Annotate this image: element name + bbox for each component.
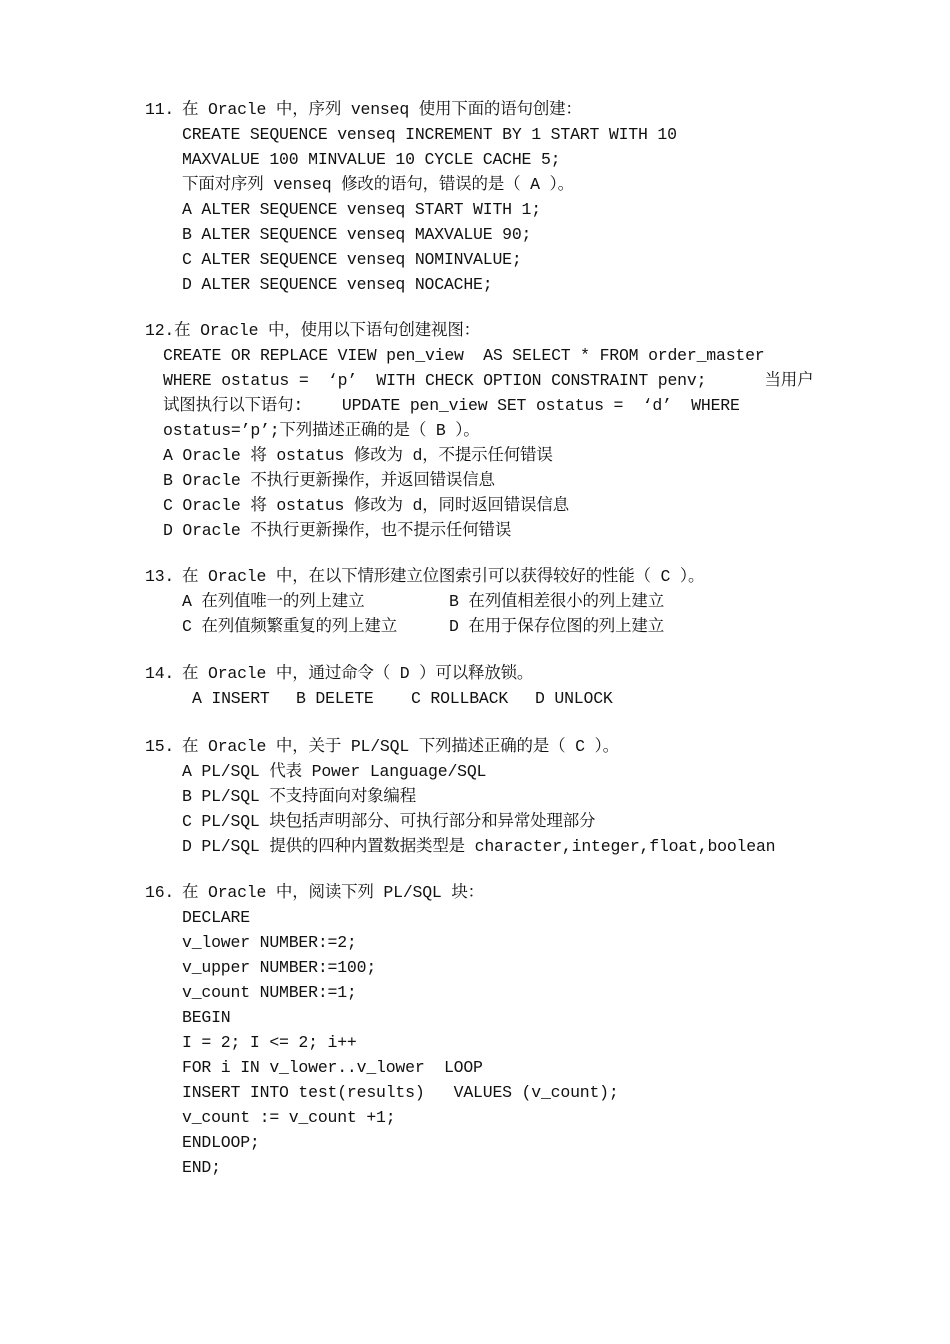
question-number: 16.: [145, 883, 175, 902]
option-a: A Oracle 将 ostatus 修改为 d，不提示任何错误: [163, 446, 553, 465]
question-stem: 在 Oracle 中，序列 venseq 使用下面的语句创建：: [182, 100, 582, 119]
option-d: D PL/SQL 提供的四种内置数据类型是 character,integer,float,boolean: [182, 837, 776, 856]
option-c: C Oracle 将 ostatus 修改为 d，同时返回错误信息: [163, 496, 569, 515]
option-d: D Oracle 不执行更新操作，也不提示任何错误: [163, 521, 512, 540]
option-a: A PL/SQL 代表 Power Language/SQL: [182, 762, 487, 781]
question-number: 14.: [145, 664, 175, 683]
question-number: 15.: [145, 737, 175, 756]
question-number: 11.: [145, 100, 175, 119]
code-line: INSERT INTO test(results) VALUES (v_count);: [182, 1083, 619, 1102]
option-c: C ROLLBACK: [411, 689, 509, 708]
question-number: 13.: [145, 567, 175, 586]
question-ask: 下面对序列 venseq 修改的语句，错误的是（ A ）。: [182, 175, 574, 194]
option-c: C PL/SQL 块包括声明部分、可执行部分和异常处理部分: [182, 812, 596, 831]
code-line: END;: [182, 1158, 221, 1177]
option-d: D UNLOCK: [535, 689, 613, 708]
option-a: A 在列值唯一的列上建立: [182, 592, 365, 611]
question-stem: 在 Oracle 中，关于 PL/SQL 下列描述正确的是（ C ）。: [182, 737, 619, 756]
option-d: D 在用于保存位图的列上建立: [449, 617, 665, 636]
code-line: ENDLOOP;: [182, 1133, 260, 1152]
code-line: CREATE OR REPLACE VIEW pen_view AS SELECT * FROM order_master: [163, 346, 765, 365]
option-b: B PL/SQL 不支持面向对象编程: [182, 787, 417, 806]
code-line: MAXVALUE 100 MINVALUE 10 CYCLE CACHE 5;: [182, 150, 561, 169]
option-a: A INSERT: [192, 689, 270, 708]
code-line: v_lower NUMBER:=2;: [182, 933, 357, 952]
question-stem: 12.在 Oracle 中，使用以下语句创建视图：: [145, 321, 480, 340]
question-stem: 在 Oracle 中，在以下情形建立位图索引可以获得较好的性能（ C ）。: [182, 567, 705, 586]
code-line: CREATE SEQUENCE venseq INCREMENT BY 1 START WITH 10: [182, 125, 677, 144]
option-a: A ALTER SEQUENCE venseq START WITH 1;: [182, 200, 541, 219]
code-line: I = 2; I <= 2; i++: [182, 1033, 357, 1052]
code-line: WHERE ostatus = ‘p’ WITH CHECK OPTION CONSTRAINT penv; 当用户: [163, 371, 814, 390]
option-b: B 在列值相差很小的列上建立: [449, 592, 665, 611]
option-b: B Oracle 不执行更新操作，并返回错误信息: [163, 471, 495, 490]
option-b: B ALTER SEQUENCE venseq MAXVALUE 90;: [182, 225, 532, 244]
option-c: C 在列值频繁重复的列上建立: [182, 617, 398, 636]
code-line: BEGIN: [182, 1008, 231, 1027]
code-line: v_count NUMBER:=1;: [182, 983, 357, 1002]
option-b: B DELETE: [296, 689, 374, 708]
code-line: v_upper NUMBER:=100;: [182, 958, 377, 977]
question-stem: 在 Oracle 中，通过命令（ D ）可以释放锁。: [182, 664, 534, 683]
option-d: D ALTER SEQUENCE venseq NOCACHE;: [182, 275, 493, 294]
code-line: DECLARE: [182, 908, 250, 927]
code-line: 试图执行以下语句: UPDATE pen_view SET ostatus = ‘d’ WHERE: [163, 396, 740, 415]
code-line: FOR i IN v_lower..v_lower LOOP: [182, 1058, 483, 1077]
question-ask: ostatus=’p’;下列描述正确的是（ B ）。: [163, 421, 480, 440]
code-line: v_count := v_count +1;: [182, 1108, 396, 1127]
question-stem: 在 Oracle 中，阅读下列 PL/SQL 块：: [182, 883, 484, 902]
option-c: C ALTER SEQUENCE venseq NOMINVALUE;: [182, 250, 522, 269]
